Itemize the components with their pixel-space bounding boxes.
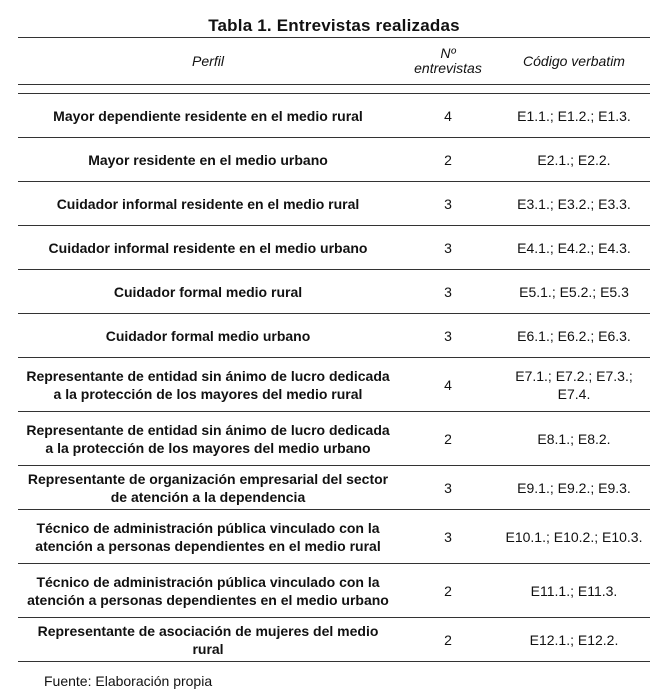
table-row [18,564,650,618]
cell-num: 3 [398,270,498,314]
cell-num: 2 [398,412,498,466]
cell-perfil: Mayor dependiente residente en el medio rural [18,94,398,138]
table-row [18,270,650,314]
cell-codigo: E10.1.; E10.2.; E10.3. [498,510,650,564]
header-row [18,38,650,85]
table-row [18,314,650,358]
cell-codigo: E8.1.; E8.2. [498,412,650,466]
table-row [18,94,650,138]
cell-num: 2 [398,564,498,618]
table-row [18,466,650,510]
cell-perfil: Cuidador formal medio urbano [18,314,398,358]
header-num-entrevistas [398,38,498,85]
cell-perfil: Representante de entidad sin ánimo de lucro dedicada a la protección de los mayores del medio rural [18,358,398,412]
source-note: Fuente: Elaboración propia [44,673,213,689]
table-row [18,182,650,226]
cell-perfil: Cuidador formal medio rural [18,270,398,314]
cell-perfil: Técnico de administración pública vinculado con la atención a personas dependientes en el medio urbano [18,564,398,618]
cell-num: 3 [398,510,498,564]
table-row [18,138,650,182]
cell-num: 3 [398,182,498,226]
cell-perfil: Mayor residente en el medio urbano [18,138,398,182]
interviews-table [18,37,650,662]
cell-codigo: E4.1.; E4.2.; E4.3. [498,226,650,270]
cell-codigo: E7.1.; E7.2.; E7.3.; E7.4. [498,358,650,412]
spacer-cell [18,85,650,94]
cell-num: 3 [398,226,498,270]
cell-perfil: Representante de asociación de mujeres del medio rural [18,618,398,662]
cell-num: 4 [398,94,498,138]
table-row [18,226,650,270]
table-row [18,618,650,662]
header-perfil: Perfil [18,38,398,85]
cell-num: 4 [398,358,498,412]
cell-codigo: E3.1.; E3.2.; E3.3. [498,182,650,226]
table-row [18,412,650,466]
cell-perfil: Representante de entidad sin ánimo de lucro dedicada a la protección de los mayores del medio urbano [18,412,398,466]
cell-perfil: Cuidador informal residente en el medio rural [18,182,398,226]
cell-num: 3 [398,466,498,510]
cell-codigo: E6.1.; E6.2.; E6.3. [498,314,650,358]
spacer-row [18,85,650,94]
table-title: Tabla 1. Entrevistas realizadas [208,16,460,35]
header-num-line2: entrevistas [414,60,482,76]
cell-perfil: Técnico de administración pública vinculado con la atención a personas dependientes en el medio rural [18,510,398,564]
cell-codigo: E2.1.; E2.2. [498,138,650,182]
cell-codigo: E11.1.; E11.3. [498,564,650,618]
table-row [18,358,650,412]
cell-perfil: Cuidador informal residente en el medio urbano [18,226,398,270]
cell-num: 2 [398,618,498,662]
header-codigo-verbatim: Código verbatim [498,38,650,85]
cell-num: 3 [398,314,498,358]
cell-codigo: E12.1.; E12.2. [498,618,650,662]
header-num-line1: Nº [440,45,456,61]
cell-codigo: E5.1.; E5.2.; E5.3 [498,270,650,314]
cell-codigo: E1.1.; E1.2.; E1.3. [498,94,650,138]
cell-num: 2 [398,138,498,182]
cell-perfil: Representante de organización empresarial del sector de atención a la dependencia [18,466,398,510]
table-row [18,510,650,564]
cell-codigo: E9.1.; E9.2.; E9.3. [498,466,650,510]
